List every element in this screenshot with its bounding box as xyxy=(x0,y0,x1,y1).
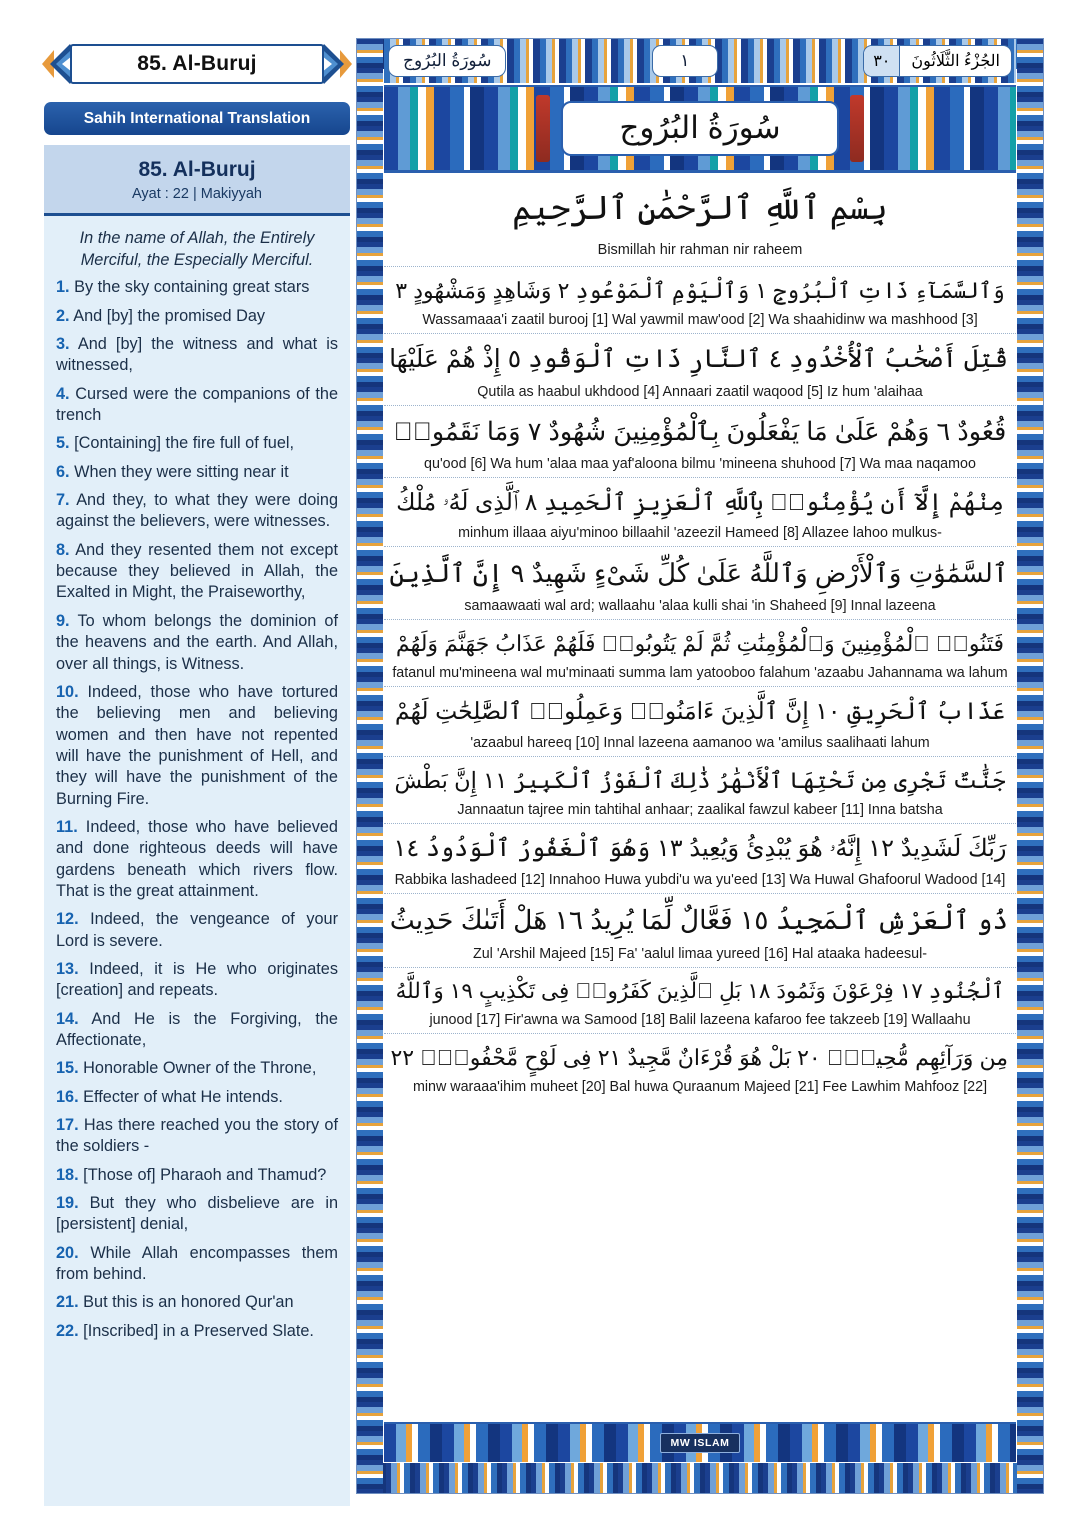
ayah-translation-item xyxy=(56,433,338,454)
ayah-number: 1. xyxy=(56,278,70,297)
header-juz-number: ٣٠ xyxy=(864,46,900,76)
ayah-translation-item xyxy=(56,1115,338,1158)
border-left-ornament xyxy=(357,39,383,1493)
ayah-text: And He is the Forgiving, the Affectionate, xyxy=(56,1009,338,1049)
ayah-number: 6. xyxy=(56,462,70,481)
verse-row xyxy=(384,824,1016,894)
verse-row xyxy=(384,968,1016,1034)
verse-arabic: ٱلْجُنُودِ ١٧ فِرْعَوْنَ وَثَمُودَ ١٨ بَلِ ٱلَّذِينَ كَفَرُوا۟ فِى تَكْذِيبٍ ١٩ وَٱللَّهُ xyxy=(395,979,1005,1003)
ayah-number: 21. xyxy=(56,1293,79,1312)
surah-title-arabic: سُورَةُ البُرُوج xyxy=(619,110,781,146)
verse-transliteration: minhum illaaa aiyu'minoo billaahil 'azeezil Hameed [8] Allazee lahoo mulkus- xyxy=(458,525,942,542)
ayah-number: 22. xyxy=(56,1321,79,1340)
verse-arabic: ٱلسَّمَٰوَٰتِ وَٱلْأَرْضِ وَٱللَّهُ عَلَىٰ كُلِّ شَىْءٍ شَهِيدٌ ٩ إِنَّ ٱلَّذِينَ xyxy=(389,558,1008,589)
verse-row xyxy=(384,894,1016,968)
verse-arabic: عَذَابُ ٱلْحَرِيقِ ١٠ إِنَّ ٱلَّذِينَ ءَامَنُوا۟ وَعَمِلُوا۟ ٱلصَّٰلِحَٰتِ لَهُمْ xyxy=(394,698,1006,725)
verse-arabic: قُتِلَ أَصْحَٰبُ ٱلْأُخْدُودِ ٤ ٱلنَّارِ ذَاتِ ٱلْوَقُودِ ٥ إِذْ هُمْ عَلَيْهَا xyxy=(389,345,1008,374)
ayah-text: Has there reached you the story of the soldiers - xyxy=(56,1116,338,1156)
ayah-number: 19. xyxy=(56,1194,79,1213)
ayah-translation-item xyxy=(56,334,338,377)
ayah-text: [Those of] Pharaoh and Thamud? xyxy=(83,1165,327,1184)
ayah-number: 11. xyxy=(56,817,78,836)
verse-transliteration: 'azaabul hareeq [10] Innal lazeena aamanoo wa 'amilus saalihaati lahum xyxy=(470,734,930,751)
ayah-translation-item xyxy=(56,1292,338,1313)
mushaf-page xyxy=(356,38,1044,1494)
ayah-text: [Inscribed] in a Preserved Slate. xyxy=(83,1321,314,1340)
ayah-translation-item xyxy=(56,959,338,1002)
header-juz-tab xyxy=(863,45,1012,77)
surah-info-card xyxy=(44,145,350,216)
ayah-number: 20. xyxy=(56,1243,79,1262)
ayah-text: Honorable Owner of the Throne, xyxy=(83,1059,317,1078)
surah-title-banner xyxy=(384,85,1016,173)
ayah-text: And [by] the witness and what is witnessed, xyxy=(56,335,339,375)
ayah-translation-item xyxy=(56,682,338,810)
ayah-text: Effecter of what He intends. xyxy=(83,1087,283,1106)
ayat-translation-list xyxy=(56,277,338,1342)
ayah-number: 10. xyxy=(56,682,79,701)
verse-transliteration: Jannaatun tajree min tahtihal anhaar; zaalikal fawzul kabeer [11] Inna batsha xyxy=(457,802,943,819)
verse-row xyxy=(384,334,1016,406)
surah-title-banner-box xyxy=(561,101,838,155)
ayah-translation-item xyxy=(56,1165,338,1186)
ayah-number: 12. xyxy=(56,910,79,929)
ayah-number: 9. xyxy=(56,611,70,630)
verse-rows-container xyxy=(384,267,1016,1100)
ayah-number: 8. xyxy=(56,540,70,559)
verse-arabic: فَتَنُوا۟ ٱلْمُؤْمِنِينَ وَٱلْمُؤْمِنَٰتِ ثُمَّ لَمْ يَتُوبُوا۟ فَلَهُمْ عَذَابُ جَهَنَّمَ وَلَهُمْ xyxy=(395,631,1005,657)
ayah-text: [Containing] the fire full of fuel, xyxy=(74,434,295,453)
surah-info-title: 85. Al-Buruj xyxy=(138,158,256,181)
verse-row xyxy=(384,757,1016,825)
ayah-translation-item xyxy=(56,909,338,952)
verse-row xyxy=(384,620,1016,687)
ayah-number: 15. xyxy=(56,1059,79,1078)
basmala-translation: In the name of Allah, the Entirely Merciful, the Especially Merciful. xyxy=(79,229,315,269)
bismillah-transliteration: Bismillah hir rahman nir raheem xyxy=(597,242,803,259)
ayah-text: Indeed, those who have believed and done righteous deeds will have gardens beneath which rivers flow. That is the great attainment. xyxy=(56,817,338,900)
ayah-translation-item xyxy=(56,1243,338,1286)
plaque-title: 85. Al-Buruj xyxy=(137,52,257,75)
ayah-text: Indeed, it is He who originates [creation] and repeats. xyxy=(56,959,338,1000)
publisher-badge: MW ISLAM xyxy=(660,1433,739,1453)
translation-source-banner: Sahih International Translation xyxy=(44,102,350,135)
verse-arabic: وَٱلسَّمَآءِ ذَاتِ ٱلْبُرُوجِ ١ وَٱلْيَوْمِ ٱلْمَوْعُودِ ٢ وَشَاهِدٍ وَمَشْهُودٍ ٣ xyxy=(395,278,1005,304)
translation-sidebar xyxy=(44,38,350,1493)
verse-arabic: مِنْهُمْ إِلَّآ أَن يُؤْمِنُوا۟ بِٱللَّهِ ٱلْعَزِيزِ ٱلْحَمِيدِ ٨ ٱلَّذِى لَهُۥ مُلْكُ xyxy=(396,489,1004,515)
ayah-text: Indeed, the vengeance of your Lord is severe. xyxy=(56,910,338,950)
verse-arabic: مِن وَرَآئِهِم مُّحِيطٌۢ ٢٠ بَلْ هُوَ قُرْءَانٌ مَّجِيدٌ ٢١ فِى لَوْحٍ مَّحْفُوظٍۭ ٢٢ xyxy=(390,1045,1008,1071)
header-page-number: ١ xyxy=(652,45,718,77)
verse-transliteration: junood [17] Fir'awna wa Samood [18] Balil lazeena kafaroo fee takzeeb [19] Wallaahu xyxy=(429,1012,971,1029)
border-right-ornament xyxy=(1017,39,1043,1493)
ayah-translation-item xyxy=(56,540,338,604)
mushaf-inner xyxy=(384,39,1016,1462)
ayah-translation-item xyxy=(56,611,338,675)
header-juz-label: الجُزْءُ الثَّلَاثُونَ xyxy=(911,53,1000,70)
verse-row xyxy=(384,406,1016,478)
ayah-text: By the sky containing great stars xyxy=(74,278,310,297)
ayah-number: 13. xyxy=(56,959,79,978)
ayah-text: To whom belongs the dominion of the heavens and the earth. And Allah, over all things, is Witness. xyxy=(56,611,339,673)
verse-arabic: جَنَّٰتٌ تَجْرِى مِن تَحْتِهَا ٱلْأَنْهَٰرُ ذَٰلِكَ ٱلْفَوْزُ ٱلْكَبِيرُ ١١ إِنَّ بَطْشَ xyxy=(394,767,1006,793)
ayah-text: But this is an honored Qur'an xyxy=(83,1293,294,1312)
bismillah-arabic: بِسْمِ ٱللَّهِ ٱلرَّحْمَٰنِ ٱلرَّحِيمِ xyxy=(512,189,888,226)
surah-info-subtitle: Ayat : 22 | Makiyyah xyxy=(131,186,263,202)
ayah-translation-item xyxy=(56,462,338,483)
ayah-translation-item xyxy=(56,1321,338,1342)
ayah-text: Indeed, those who have tortured the believing men and believing women and then have not repented will have the punishment of Hell, and they will have the punishment of the Burning Fire. xyxy=(56,682,339,808)
verse-transliteration: Qutila as haabul ukhdood [4] Annaari zaatil waqood [5] Iz hum 'alaihaa xyxy=(477,383,923,400)
surah-name-plaque xyxy=(44,38,350,90)
ayah-text: When they were sitting near it xyxy=(74,462,289,481)
verse-row xyxy=(384,687,1016,756)
verse-transliteration: Rabbika lashadeed [12] Innahoo Huwa yubdi'u wa yu'eed [13] Wa Huwal Ghafoorul Wadood [14] xyxy=(394,872,1006,889)
ayah-number: 2. xyxy=(56,306,70,325)
ayah-text: And [by] the promised Day xyxy=(73,306,266,325)
ayah-number: 14. xyxy=(56,1009,79,1028)
ayah-translation-item xyxy=(56,277,338,298)
ayah-text: But they who disbelieve are in [persistent] denial, xyxy=(56,1194,338,1234)
ayah-number: 16. xyxy=(56,1087,79,1106)
ayah-translation-item xyxy=(56,490,338,533)
ayah-translation-item xyxy=(56,384,338,427)
verse-transliteration: Zul 'Arshil Majeed [15] Fa' 'aalul limaa yureed [16] Hal ataaka hadeesul- xyxy=(472,946,928,962)
ayah-number: 7. xyxy=(56,491,70,510)
ayah-number: 18. xyxy=(56,1165,79,1184)
ayah-translation-item xyxy=(56,1087,338,1108)
ayah-translation-item xyxy=(56,817,338,902)
verse-transliteration: qu'ood [6] Wa hum 'alaa maa yaf'aloona bilmu 'mineena shuhood [7] Wa maa naqamoo xyxy=(424,456,976,472)
verse-transliteration: Wassamaaa'i zaatil burooj [1] Wal yawmil maw'ood [2] Wa shaahidinw wa mashhood [3] xyxy=(422,312,978,329)
surah-name-plaque-box xyxy=(70,44,324,84)
ayah-translation-item xyxy=(56,1193,338,1236)
verse-arabic: رَبِّكَ لَشَدِيدٌ ١٢ إِنَّهُۥ هُوَ يُبْدِئُ وَيُعِيدُ ١٣ وَهُوَ ٱلْغَفُورُ ٱلْوَدُودُ ١٤ xyxy=(393,835,1007,863)
verse-transliteration: minw waraaa'ihim muheet [20] Bal huwa Quraanum Majeed [21] Fee Lawhim Mahfooz [22] xyxy=(412,1079,988,1096)
header-surah-tab: سُورَةُ البُرُوج xyxy=(388,45,506,77)
verse-arabic: ذُو ٱلْعَرْشِ ٱلْمَجِيدُ ١٥ فَعَّالٌ لِّمَا يُرِيدُ ١٦ هَلْ أَتَىٰكَ حَدِيثُ xyxy=(389,905,1008,936)
mushaf-footer-ornament xyxy=(384,1422,1016,1462)
verse-transliteration: fatanul mu'mineena wal mu'minaati summa lam yatooboo falahum 'azaabu Jahannama wa lahum xyxy=(392,665,1008,682)
ayah-text: Cursed were the companions of the trench xyxy=(56,384,338,425)
border-bottom-ornament xyxy=(357,1463,1043,1493)
ayah-number: 5. xyxy=(56,434,70,453)
ayah-translation-item xyxy=(56,306,338,327)
verse-row xyxy=(384,267,1016,334)
mushaf-header xyxy=(384,39,1016,83)
ayah-text: While Allah encompasses them from behind. xyxy=(56,1243,338,1284)
verse-row xyxy=(384,1034,1016,1100)
ayah-text: And they, to what they were doing against the believers, were witnesses. xyxy=(56,491,339,531)
ayah-number: 17. xyxy=(56,1116,79,1135)
ayah-translation-item xyxy=(56,1009,338,1052)
ayah-number: 4. xyxy=(56,384,70,403)
verse-row xyxy=(384,478,1016,547)
ayah-translation-item xyxy=(56,1058,338,1079)
translation-text-body xyxy=(44,216,350,1506)
verse-arabic: قُعُودٌ ٦ وَهُمْ عَلَىٰ مَا يَفْعَلُونَ بِٱلْمُؤْمِنِينَ شُهُودٌ ٧ وَمَا نَقَمُوا۟ xyxy=(393,417,1007,446)
verse-transliteration: samaawaati wal ard; wallaahu 'alaa kulli shai 'in Shaheed [9] Innal lazeena xyxy=(464,598,936,615)
ayah-number: 3. xyxy=(56,335,70,354)
verse-row xyxy=(384,547,1016,620)
bismillah-block xyxy=(384,173,1016,267)
ayah-text: And they resented them not except because they believed in Allah, the Exalted in Might, the Praiseworthy, xyxy=(56,540,338,602)
